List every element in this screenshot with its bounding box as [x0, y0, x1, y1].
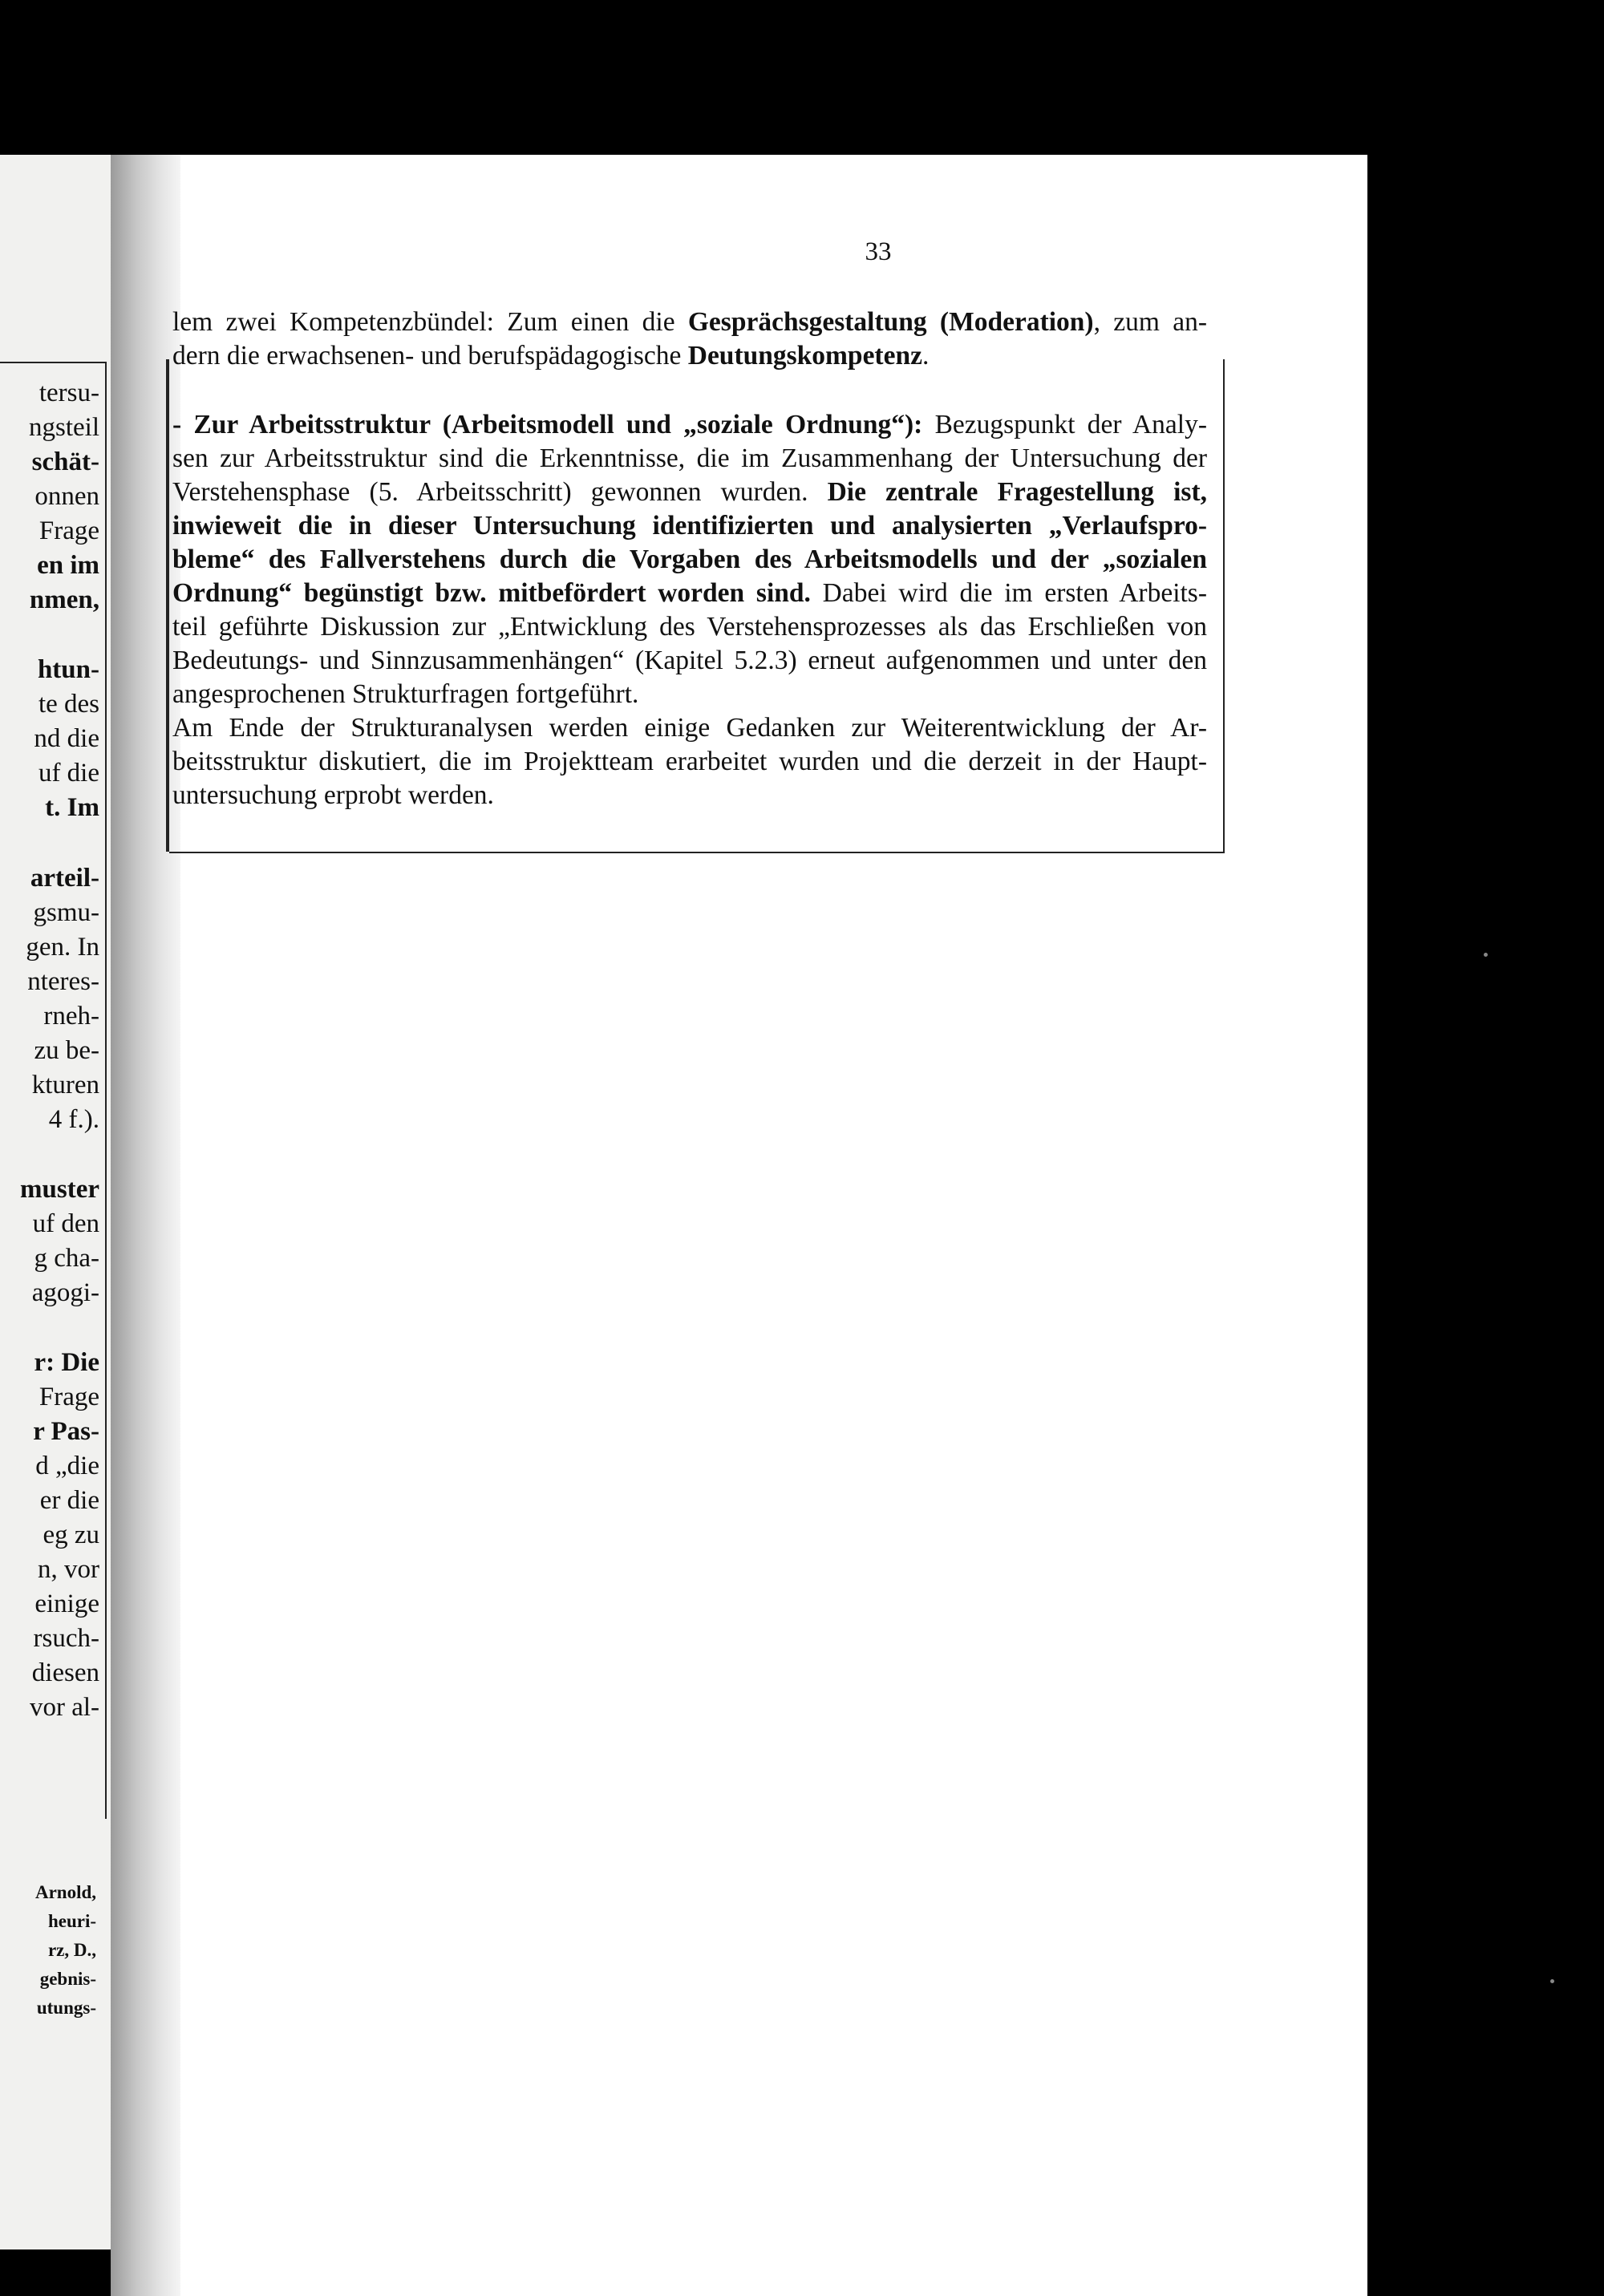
- left-page-line: zu be-: [34, 1036, 99, 1065]
- left-page-line: Frage: [38, 516, 99, 545]
- text-line: [172, 339, 1207, 373]
- left-page-line: 4 f.).: [48, 1105, 99, 1134]
- left-page-line: uf den: [32, 1209, 99, 1238]
- left-page-line: gen. In: [26, 933, 99, 962]
- content-box-left-edge: [166, 359, 169, 852]
- left-page-line: g cha-: [34, 1244, 99, 1273]
- left-page-footnote-line: gebnis-: [39, 1969, 96, 1989]
- left-page-line: kturen: [31, 1071, 99, 1099]
- left-page-line: n, vor: [38, 1555, 99, 1584]
- text-segment: teil geführte Diskussion zur „Entwicklung des Verstehensprozesses als das Erschließen von: [172, 612, 1207, 642]
- left-page-line: rneh-: [43, 1002, 99, 1031]
- left-page-line: rsuch-: [33, 1624, 99, 1653]
- left-page-line: tersu-: [38, 379, 99, 407]
- left-page-line: nmen,: [29, 585, 99, 614]
- left-page-line: diesen: [31, 1658, 99, 1687]
- left-page-line: t. Im: [45, 793, 99, 822]
- text-line: [172, 610, 1207, 644]
- left-page-line: nd die: [34, 724, 99, 753]
- text-line: [172, 476, 1207, 509]
- text-line: [172, 577, 1207, 610]
- text-segment: beitsstruktur diskutiert, die im Projektteam erarbeitet wurden und die derzeit in der Haupt-: [172, 747, 1207, 776]
- text-segment: , zum an-: [1093, 307, 1207, 337]
- left-page-line: Frage: [38, 1383, 99, 1411]
- text-line: [172, 678, 1207, 711]
- text-segment: Am Ende der Strukturanalysen werden einige Gedanken zur Weiterentwicklung der Ar-: [172, 713, 1207, 743]
- text-segment: untersuchung erprobt werden.: [172, 780, 494, 810]
- text-segment: dern die erwachsenen- und berufspädagogische: [172, 341, 688, 371]
- bold-text-segment: bleme“ des Fallverstehens durch die Vorgaben des Arbeitsmodells und der „sozialen: [172, 545, 1207, 574]
- text-line: [172, 543, 1207, 577]
- text-segment: Bezugspunkt der Analy-: [922, 410, 1207, 439]
- left-page-line: einige: [34, 1589, 99, 1618]
- left-page-line: arteil-: [30, 864, 99, 893]
- left-page-line: d „die: [35, 1452, 99, 1480]
- page-number: 33: [865, 237, 892, 266]
- left-page-line: te des: [38, 690, 99, 719]
- main-page: [172, 155, 1367, 2296]
- text-segment: lem zwei Kompetenzbündel: Zum einen die: [172, 307, 688, 337]
- left-page-line: nteres-: [27, 967, 99, 996]
- left-page-line: vor al-: [29, 1693, 99, 1722]
- scan-speck: [1484, 953, 1488, 957]
- left-page-line: gsmu-: [33, 898, 99, 927]
- text-segment: Bedeutungs- und Sinnzusammenhängen“ (Kapitel 5.2.3) erneut aufgenommen und unter den: [172, 646, 1207, 675]
- left-page-line: schät-: [31, 447, 99, 476]
- left-page-line: htun-: [37, 655, 99, 684]
- left-page-line: en im: [37, 551, 99, 580]
- text-segment: angesprochenen Strukturfragen fortgeführt.: [172, 679, 639, 709]
- text-segment: Verstehensphase (5. Arbeitsschritt) gewonnen wurden.: [172, 477, 828, 507]
- bold-text-segment: Die zentrale Fragestellung ist,: [827, 477, 1207, 507]
- left-page-line: onnen: [34, 482, 99, 511]
- text-line: [172, 306, 1207, 339]
- left-page-footnote-line: rz, D.,: [47, 1940, 96, 1960]
- left-page-footnote-line: Arnold,: [34, 1882, 96, 1902]
- left-page-footnote-line: utungs-: [36, 1998, 96, 2018]
- text-line: [172, 779, 1207, 812]
- bold-text-segment: Deutungskompetenz: [687, 341, 922, 371]
- left-page-footnote-line: heuri-: [47, 1911, 96, 1931]
- content-box: [169, 307, 1225, 853]
- text-segment: .: [921, 341, 930, 371]
- text-segment: Dabei wird die im ersten Arbeits-: [810, 578, 1207, 608]
- bold-text-segment: inwieweit die in dieser Untersuchung identifizierten und analysierten „Verlaufspro-: [172, 511, 1207, 541]
- left-page-line: r: Die: [34, 1348, 99, 1377]
- bold-text-segment: Gesprächsgestaltung (Moderation): [687, 307, 1094, 337]
- text-line: [172, 644, 1207, 678]
- previous-page: [0, 155, 111, 2249]
- left-page-line: ngsteil: [29, 413, 99, 442]
- left-page-line: er die: [39, 1486, 99, 1515]
- text-line: [172, 442, 1207, 476]
- left-page-line: eg zu: [43, 1521, 99, 1549]
- scan-speck: [1550, 1979, 1554, 1983]
- left-page-line: r Pas-: [33, 1417, 99, 1446]
- bold-text-segment: - Zur Arbeitsstruktur (Arbeitsmodell und „soziale Ordnung“):: [172, 410, 923, 439]
- text-segment: sen zur Arbeitsstruktur sind die Erkenntnisse, die im Zusammenhang der Untersuchung der: [172, 443, 1207, 473]
- left-page-line: agogi-: [31, 1278, 99, 1307]
- text-line: [172, 408, 1207, 442]
- text-line: [172, 745, 1207, 779]
- left-page-line: uf die: [38, 759, 99, 788]
- bold-text-segment: Ordnung“ begünstigt bzw. mitbefördert worden sind.: [172, 578, 811, 608]
- text-line: [172, 509, 1207, 543]
- left-page-line: muster: [20, 1175, 99, 1204]
- text-line: [172, 711, 1207, 745]
